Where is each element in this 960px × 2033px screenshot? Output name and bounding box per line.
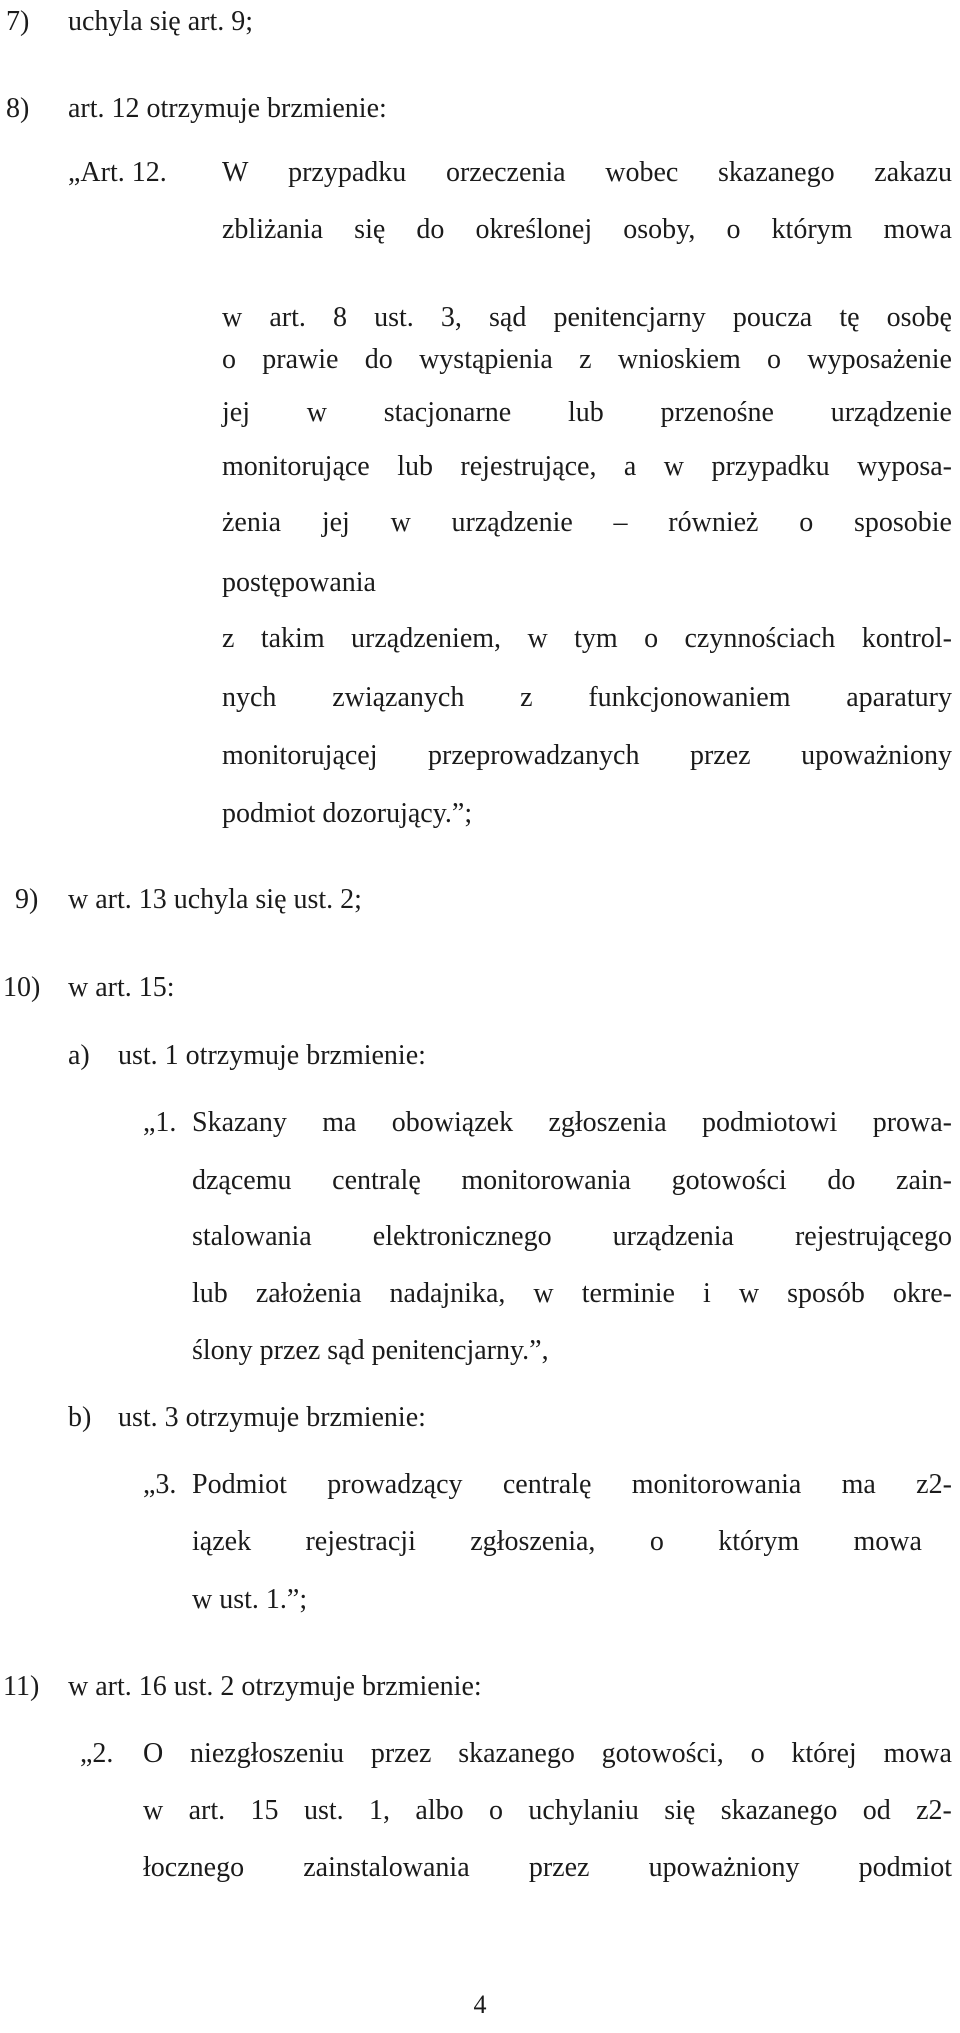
word: zgłoszenia [548,1107,667,1138]
word: związanych [332,682,465,713]
word: nych [222,682,277,713]
list-item-11-text: w art. 16 ust. 2 otrzymuje brzmienie: [68,1671,482,1702]
word: zgłoszenia, [470,1526,596,1557]
word: z [520,682,533,713]
word: przypadku [288,157,407,188]
word: zainstalowania [303,1852,470,1883]
word: lub [397,451,433,482]
word: skazanego [720,1795,838,1826]
word: 8 [332,302,347,333]
word: sąd [489,302,527,333]
art16-label: „2. [80,1738,114,1769]
word: zakazu [874,157,952,188]
ust1-line-5: ślony przez sąd penitencjarny.”, [192,1335,549,1366]
word: o [489,1795,504,1826]
word: przypadku [711,451,830,482]
word: skazanego [458,1738,575,1769]
ust1-line-1 [192,1105,952,1141]
list-item-8-text: art. 12 otrzymuje brzmienie: [68,93,387,124]
word: penitencjarny [553,302,706,333]
word: centralę [332,1165,421,1196]
word: podmiotowi [701,1107,838,1138]
word: się [664,1795,696,1826]
word: niezgłoszeniu [190,1738,344,1769]
word: kontrol- [861,623,952,654]
art12-line-3 [222,300,952,336]
word: takim [260,623,325,654]
word: poucza [732,302,813,333]
art12-line-5 [222,395,952,431]
word: wyposażenie [807,344,952,375]
word: łocznego [143,1852,245,1883]
ust3-label: „3. [143,1469,177,1500]
list-number-8: 8) [6,93,30,124]
word: przez [689,740,751,771]
art12-line-4 [222,342,952,378]
word: prawie [262,344,339,375]
word: z2- [916,1469,952,1500]
word: również [668,507,759,538]
word: a [623,451,637,482]
word: wnioskiem [617,344,741,375]
sublist-a-text: ust. 1 otrzymuje brzmienie: [118,1040,426,1071]
word: przenośne [660,397,774,428]
art12-label: „Art. 12. [68,157,167,188]
list-number-11: 11) [3,1671,40,1702]
word: żenia [222,507,282,538]
page-number: 4 [473,1990,487,2019]
sublist-b-text: ust. 3 otrzymuje brzmienie: [118,1402,426,1433]
word: monitorowania [461,1165,631,1196]
word: w [527,623,548,654]
word: gotowości [671,1165,787,1196]
word: osobę [886,302,952,333]
word: obowiązek [391,1107,514,1138]
word: przez [528,1852,590,1883]
word: Podmiot [192,1469,287,1500]
ust1-line-2 [192,1163,952,1199]
word: w [143,1795,164,1826]
word: stacjonarne [383,397,512,428]
art16-line-1 [143,1736,952,1772]
word: osoby, [623,214,696,245]
word: w [533,1278,554,1309]
word: zbliżania [222,214,324,245]
word: monitorowania [631,1469,802,1500]
word: którym [718,1526,800,1557]
word: elektronicznego [372,1221,552,1252]
art12-line-8: postępowania [222,567,376,598]
word: – [613,507,628,538]
word: urządzeniem, [351,623,502,654]
word: tę [839,302,860,333]
list-number-9: 9) [15,884,39,915]
word: funkcjonowaniem [588,682,791,713]
word: Skazany [192,1107,287,1138]
word: sposobie [853,507,952,538]
word: art. [188,1795,226,1826]
word: o [644,623,659,654]
word: rejestrującego [794,1221,952,1252]
ust3-line-1 [192,1467,952,1503]
word: rejestrujące, [460,451,597,482]
ust3-line-3: w ust. 1.”; [192,1584,308,1615]
sublist-letter-b: b) [68,1402,92,1433]
word: urządzenie [451,507,573,538]
word: rejestracji [305,1526,416,1557]
word: sposób [787,1278,865,1309]
list-item-9-text: w art. 13 uchyla się ust. 2; [68,884,362,915]
word: tym [574,623,618,654]
word: przeprowadzanych [428,740,640,771]
word: lub [567,397,604,428]
word: okre- [892,1278,952,1309]
word: i [703,1278,711,1309]
word: o [726,214,741,245]
word: 15 [250,1795,279,1826]
word: do [827,1165,856,1196]
art12-line-10 [222,680,952,716]
ust1-label: „1. [143,1107,177,1138]
word: upoważniony [648,1852,800,1883]
word: z [579,344,592,375]
word: O [143,1738,164,1769]
word: przez [370,1738,432,1769]
art12-line-6 [222,449,952,485]
word: ma [841,1469,876,1500]
word: centralę [502,1469,592,1500]
word: o [799,507,814,538]
word: mowa [883,1738,952,1769]
word: urządzenia [612,1221,734,1252]
word: podmiot [858,1852,952,1883]
word: z [222,623,235,654]
word: do [364,344,393,375]
art12-line-1 [222,155,952,191]
list-item-10-text: w art. 15: [68,972,175,1003]
word: upoważniony [801,740,952,771]
art16-line-3 [143,1850,952,1886]
word: o [767,344,782,375]
word: zain- [896,1165,952,1196]
art12-line-7 [222,505,952,541]
word: wobec [605,157,679,188]
list-item-7-text: uchyla się art. 9; [68,6,254,37]
word: której [791,1738,857,1769]
word: gotowości, [601,1738,724,1769]
word: monitorującej [222,740,378,771]
word: wyposa- [857,451,952,482]
word: lub [192,1278,228,1309]
word: orzeczenia [445,157,566,188]
word: w [663,451,685,482]
word: się [354,214,386,245]
word: dzącemu [192,1165,292,1196]
word: terminie [581,1278,675,1309]
word: 3, [440,302,462,333]
word: w [306,397,327,428]
word: wystąpienia [419,344,553,375]
word: czynnościach [684,623,836,654]
list-number-7: 7) [6,6,30,37]
word: mowa [853,1526,922,1557]
word: jej [321,507,350,538]
word: w [390,507,411,538]
word: ma [322,1107,357,1138]
word: jej [222,397,250,428]
word: skazanego [718,157,835,188]
word: mowa [883,214,952,245]
word: monitorujące [222,451,370,482]
word: prowa- [872,1107,952,1138]
word: o [649,1526,664,1557]
ust1-line-3 [192,1219,952,1255]
word: nadajnika, [389,1278,506,1309]
word: prowadzący [327,1469,463,1500]
word: do [416,214,445,245]
word: w [738,1278,760,1309]
word: ust. [303,1795,344,1826]
art12-line-11 [222,738,952,774]
word: którym [771,214,853,245]
word: stalowania [192,1221,312,1252]
word: iązek [192,1526,252,1557]
word: określonej [475,214,593,245]
ust3-line-2 [192,1524,922,1560]
word: uchylaniu [528,1795,639,1826]
word: założenia [255,1278,362,1309]
word: urządzenie [830,397,952,428]
list-number-10: 10) [3,972,41,1003]
word: ust. [374,302,414,333]
word: albo [415,1795,464,1826]
word: z2- [916,1795,952,1826]
word: aparatury [846,682,952,713]
sublist-letter-a: a) [68,1040,90,1071]
art12-line-2 [222,212,952,248]
art12-line-9 [222,621,952,657]
word: o [222,344,236,375]
art16-line-2 [143,1793,952,1829]
art12-line-12: podmiot dozorujący.”; [222,798,473,829]
word: art. [269,302,306,333]
word: o [750,1738,765,1769]
word: W [222,157,249,188]
ust1-line-4 [192,1276,952,1312]
word: od [862,1795,891,1826]
word: 1, [369,1795,391,1826]
word: w [222,302,243,333]
